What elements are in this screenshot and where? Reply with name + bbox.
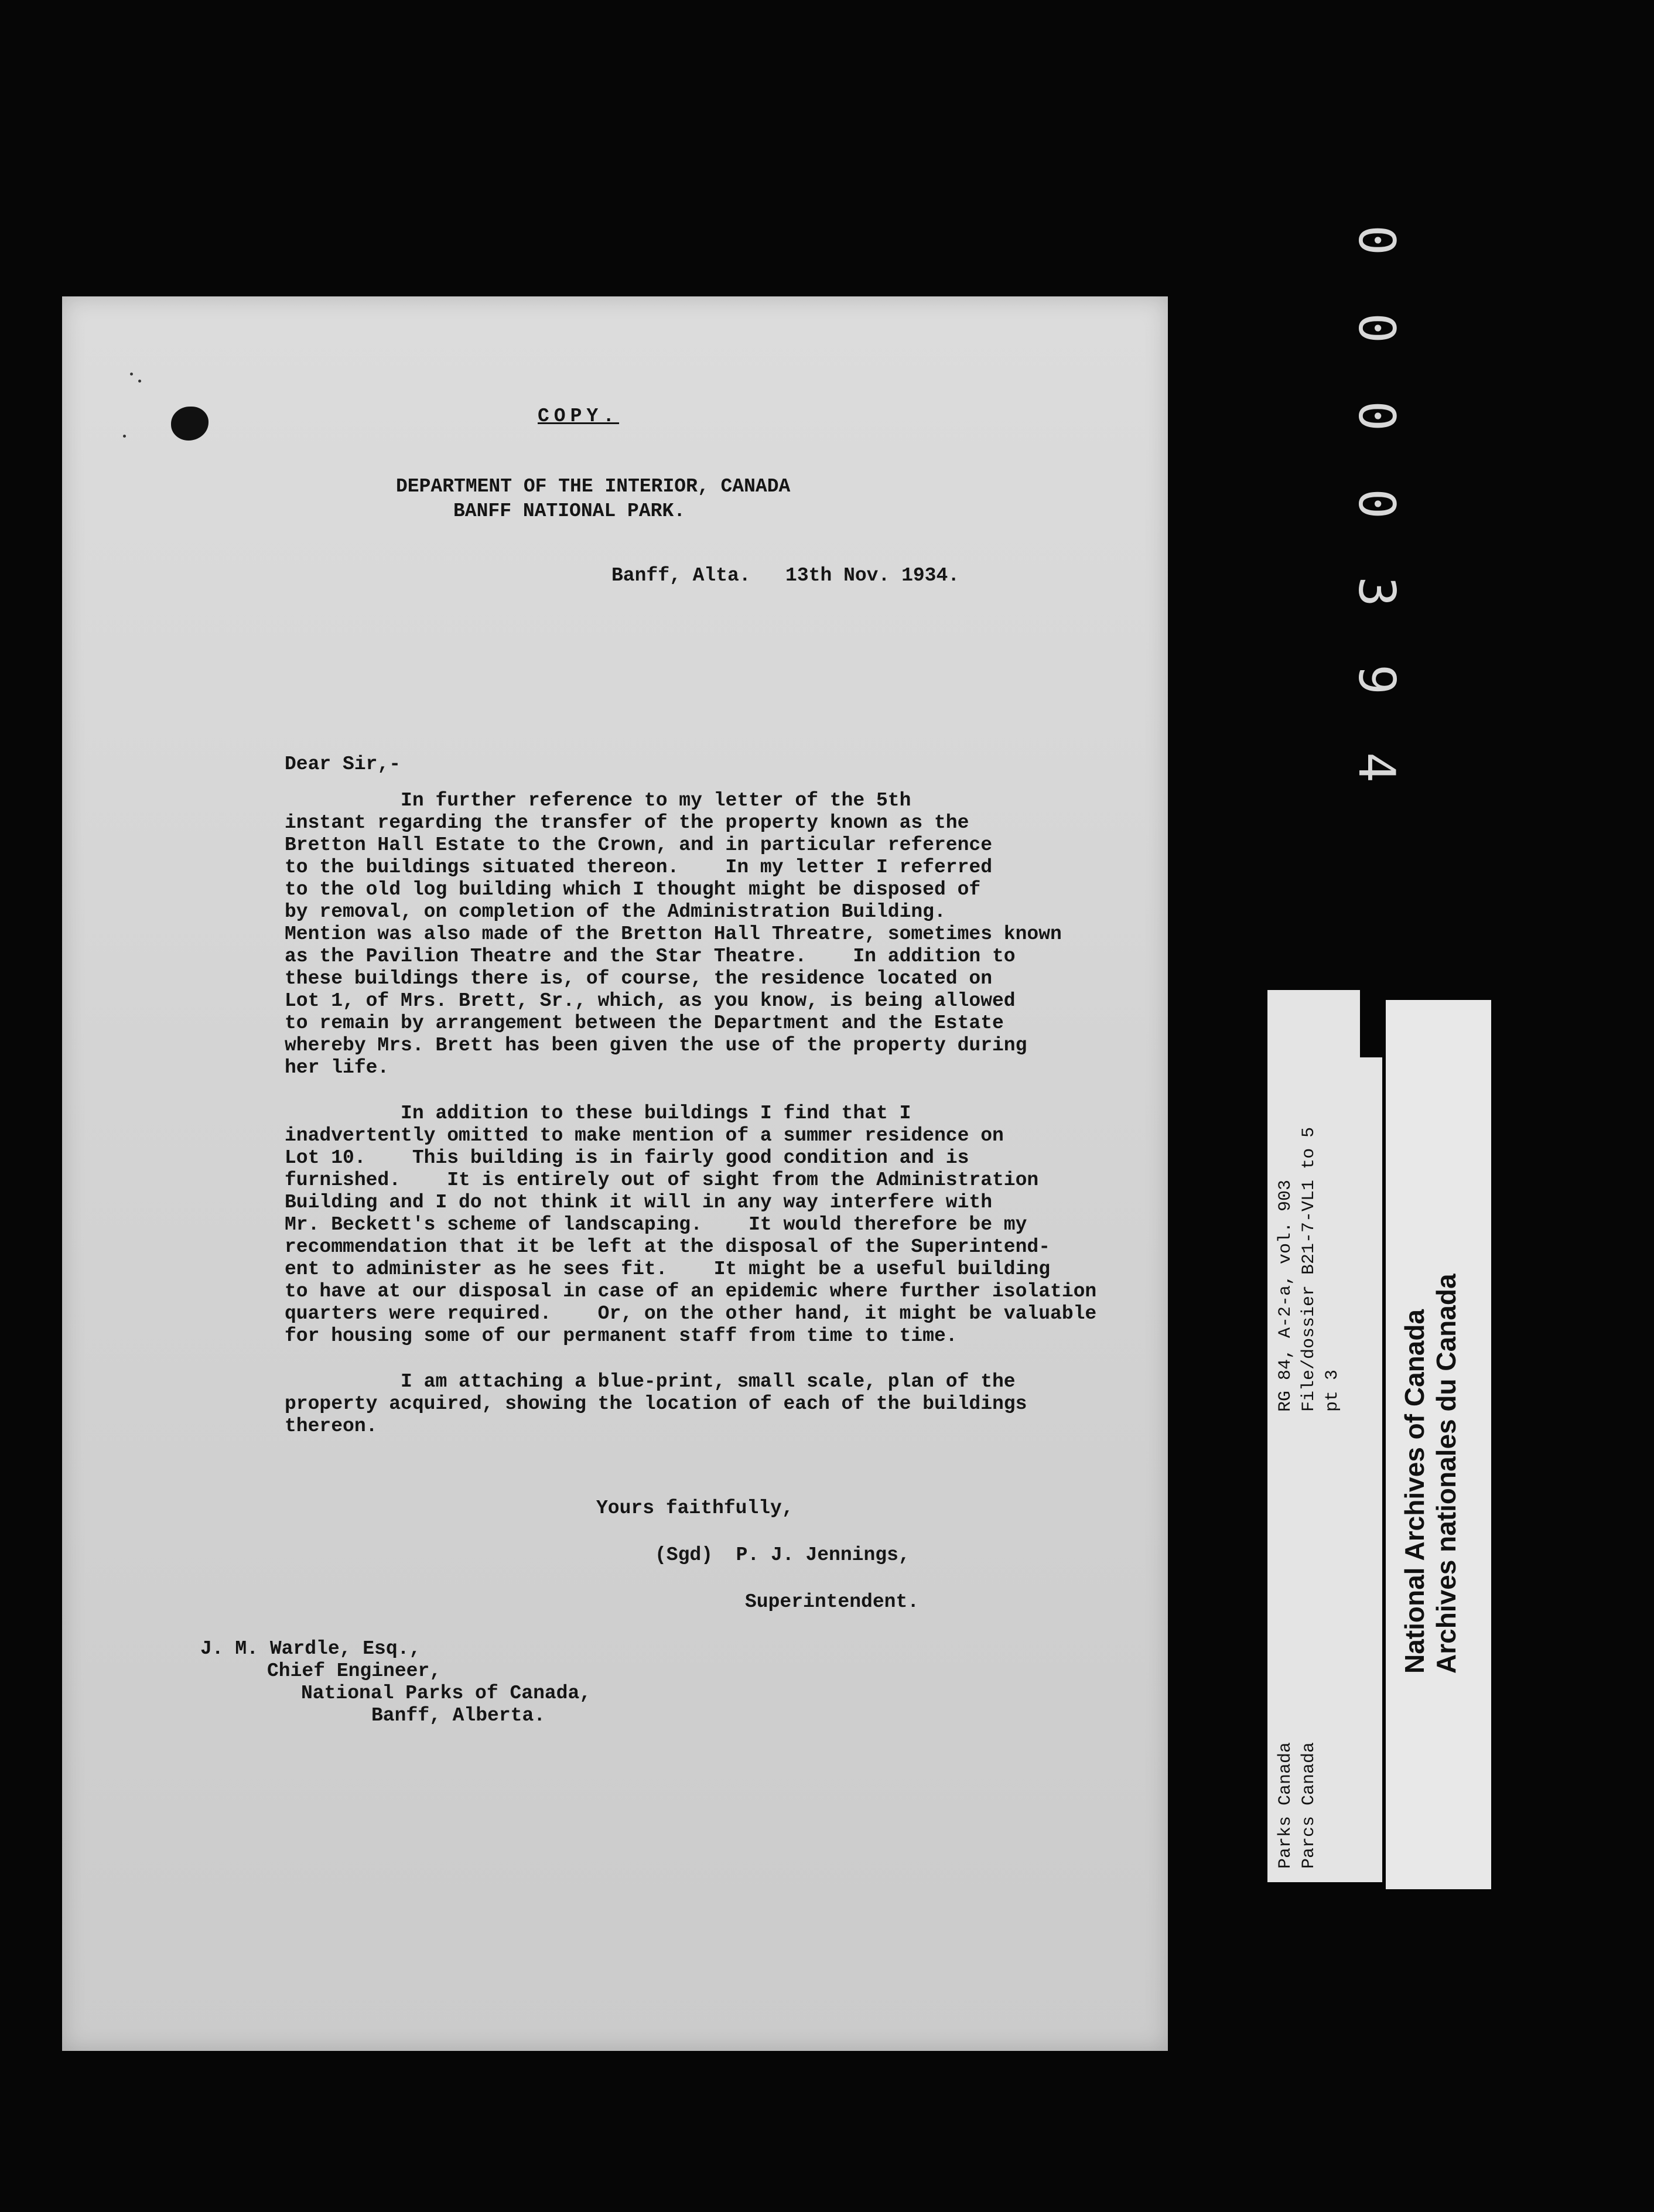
body-line: thereon.	[285, 1415, 378, 1437]
frame-digit: 4	[1347, 752, 1406, 783]
salutation: Dear Sir,-	[285, 753, 401, 775]
body-line: to have at our disposal in case of an epidemic where further isolation	[285, 1281, 1097, 1302]
body-line: ent to administer as he sees fit. It might be a useful building	[285, 1258, 1051, 1280]
addressee-block	[200, 1638, 592, 1727]
paragraph	[285, 1102, 1096, 1347]
addressee-line: Banff, Alberta.	[371, 1705, 546, 1726]
body-line: recommendation that it be left at the disposal of the Superintend-	[285, 1236, 1051, 1258]
body-line: Mention was also made of the Bretton Hall Threatre, sometimes known	[285, 923, 1062, 945]
frame-digit: 0	[1347, 225, 1406, 255]
signatory-title: Superintendent.	[745, 1591, 920, 1613]
frame-digit: 3	[1347, 576, 1406, 607]
frame-digit: 0	[1347, 313, 1406, 343]
agency-line: Parks Canada	[1276, 1742, 1296, 1869]
frame-digit: 0	[1347, 489, 1406, 519]
speck	[138, 380, 141, 383]
body-line: by removal, on completion of the Administration Building.	[285, 901, 946, 923]
signature: (Sgd) P. J. Jennings,	[655, 1544, 910, 1566]
body-line: as the Pavilion Theatre and the Star Theatre. In addition to	[285, 945, 1016, 967]
institution-name-fr: Archives nationales du Canada	[1431, 1274, 1461, 1674]
body-line: whereby Mrs. Brett has been given the use of the property during	[285, 1035, 1027, 1056]
closing: Yours faithfully,	[596, 1497, 794, 1519]
body-line: Lot 1, of Mrs. Brett, Sr., which, as you know, is being allowed	[285, 990, 1016, 1012]
body-line: property acquired, showing the location of each of the buildings	[285, 1393, 1027, 1415]
paragraph	[285, 1371, 1096, 1438]
speck	[123, 435, 126, 438]
body-line: Bretton Hall Estate to the Crown, and in particular reference	[285, 834, 992, 856]
body-line: quarters were required. Or, on the other hand, it might be valuable	[285, 1303, 1097, 1325]
frame-number	[1347, 211, 1417, 797]
body-line: Building and I do not think it will in any way interfere with	[285, 1192, 992, 1213]
speck	[130, 373, 133, 376]
body-line: instant regarding the transfer of the property known as the	[285, 812, 969, 834]
body-line: I am attaching a blue-print, small scale, plan of the	[285, 1371, 1016, 1392]
body-line: her life.	[285, 1057, 389, 1078]
body-line: to remain by arrangement between the Department and the Estate	[285, 1012, 1004, 1034]
institution-label	[1386, 1000, 1491, 1889]
park-line: BANFF NATIONAL PARK.	[453, 500, 686, 522]
frame-digit: 0	[1347, 401, 1406, 431]
copy-heading: COPY.	[538, 405, 620, 427]
body-line: In addition to these buildings I find that I	[285, 1102, 911, 1124]
label-notch	[1360, 990, 1382, 1057]
addressee-line: National Parks of Canada,	[301, 1682, 592, 1704]
body-line: Mr. Beckett's scheme of landscaping. It would therefore be my	[285, 1214, 1027, 1235]
agency-line: Parcs Canada	[1299, 1742, 1319, 1869]
reference-line: File/dossier B21-7-VL1 to 5	[1299, 1127, 1319, 1412]
body-line: for housing some of our permanent staff from time to time.	[285, 1325, 958, 1347]
place-date: Banff, Alta. 13th Nov. 1934.	[611, 565, 960, 586]
department-line: DEPARTMENT OF THE INTERIOR, CANADA	[396, 476, 791, 497]
body-line: Lot 10. This building is in fairly good condition and is	[285, 1147, 969, 1169]
body-line: these buildings there is, of course, the residence located on	[285, 968, 992, 989]
body-line: to the old log building which I thought might be disposed of	[285, 879, 981, 900]
body-line: to the buildings situated thereon. In my letter I referred	[285, 856, 992, 878]
addressee-line: J. M. Wardle, Esq.,	[200, 1638, 421, 1660]
reference-line: pt 3	[1322, 1369, 1342, 1412]
frame-digit: 9	[1347, 664, 1406, 695]
letter-body	[285, 790, 1096, 1438]
paragraph	[285, 790, 1096, 1079]
institution-name-en: National Archives of Canada	[1399, 1309, 1430, 1674]
archive-reference-label	[1267, 990, 1382, 1882]
body-line: inadvertently omitted to make mention of a summer residence on	[285, 1125, 1004, 1146]
addressee-line: Chief Engineer,	[267, 1660, 442, 1682]
reference-line: RG 84, A-2-a, vol. 903	[1276, 1179, 1296, 1412]
body-line: furnished. It is entirely out of sight from the Administration	[285, 1169, 1039, 1191]
body-line: In further reference to my letter of the 5th	[285, 790, 911, 811]
